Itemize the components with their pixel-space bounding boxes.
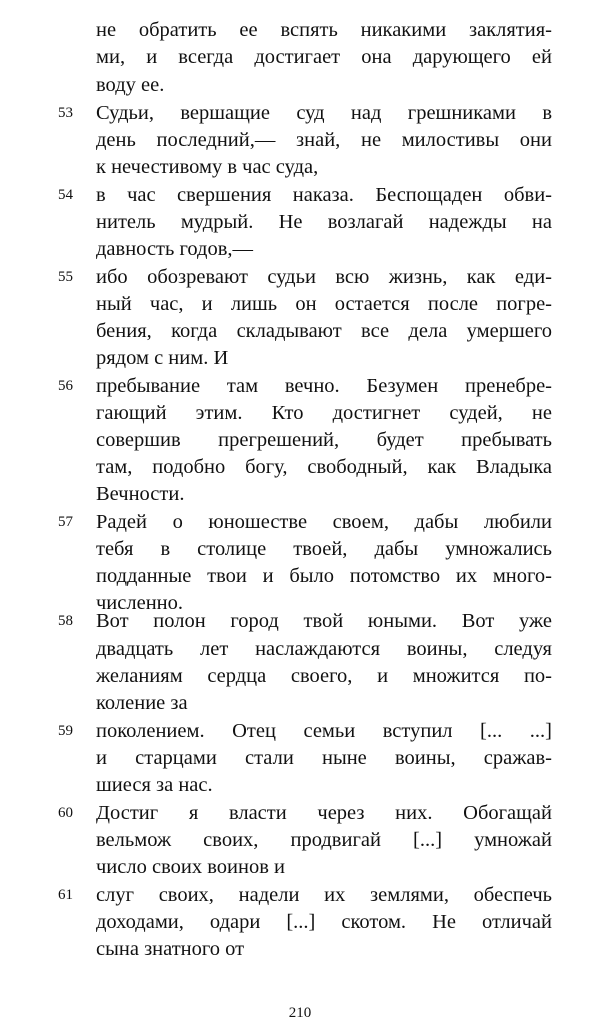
text-line: ный час, и лишь он остается после погре- [96, 293, 552, 315]
text-line: Вечности. [96, 483, 185, 505]
text-line: численно. [96, 592, 184, 614]
page-number: 210 [288, 1005, 312, 1021]
text-line: к нечестивому в час суда, [96, 156, 319, 178]
text-line: коление за [96, 692, 188, 714]
verse-number: 53 [58, 105, 73, 121]
text-line: доходами, одари [...] скотом. Не отличай [96, 911, 552, 933]
text-line: слуг своих, надели их землями, обеспечь [96, 884, 552, 906]
text-line: гающий этим. Кто достигнет судей, не [96, 402, 552, 424]
text-line: Достиг я власти через них. Обогащай [96, 802, 552, 824]
text-line: рядом с ним. И [96, 347, 229, 369]
text-line: ибо обозревают судьи всю жизнь, как еди- [96, 266, 552, 288]
text-line: воду ее. [96, 74, 165, 96]
text-line: подданные твои и было потомство их много- [96, 565, 552, 587]
text-line: шиеся за нас. [96, 774, 213, 796]
text-line: и старцами стали ныне воины, сражав- [96, 747, 552, 769]
text-line: Судьи, вершащие суд над грешниками в [96, 102, 552, 124]
text-line: нитель мудрый. Не возлагай надежды на [96, 211, 552, 233]
verse-number: 59 [58, 723, 73, 739]
text-line: совершив прегрешений, будет пребывать [96, 429, 552, 451]
text-line: число своих воинов и [96, 856, 285, 878]
text-line: Радей о юношестве своем, дабы любили [96, 511, 552, 533]
text-line: тебя в столице твоей, дабы умножались [96, 538, 552, 560]
text-line: ми, и всегда достигает она дарующего ей [96, 46, 552, 68]
verse-number: 56 [58, 378, 73, 394]
text-line: в час свершения наказа. Беспощаден обви- [96, 184, 552, 206]
verse-number: 55 [58, 269, 73, 285]
text-line: вельмож своих, продвигай [...] умножай [96, 829, 552, 851]
text-line: Вот полон город твой юными. Вот уже [96, 610, 552, 632]
text-line: пребывание там вечно. Безумен пренебре- [96, 375, 552, 397]
verse-number: 61 [58, 887, 73, 903]
text-line: поколением. Отец семьи вступил [... ...] [96, 720, 552, 742]
text-line: двадцать лет наслаждаются воины, следуя [96, 638, 552, 660]
text-line: бения, когда складывают все дела умершего [96, 320, 552, 342]
text-line: там, подобно богу, свободный, как Владыка [96, 456, 552, 478]
verse-number: 60 [58, 805, 73, 821]
verse-number: 57 [58, 514, 73, 530]
text-line: желаниям сердца своего, и множится по- [96, 665, 552, 687]
text-line: день последний,— знай, не милостивы они [96, 129, 552, 151]
verse-number: 54 [58, 187, 73, 203]
text-line: сына знатного от [96, 938, 245, 960]
verse-number: 58 [58, 613, 73, 629]
text-line: не обратить ее вспять никакими заклятия- [96, 19, 552, 41]
text-line: давность годов,— [96, 238, 254, 260]
